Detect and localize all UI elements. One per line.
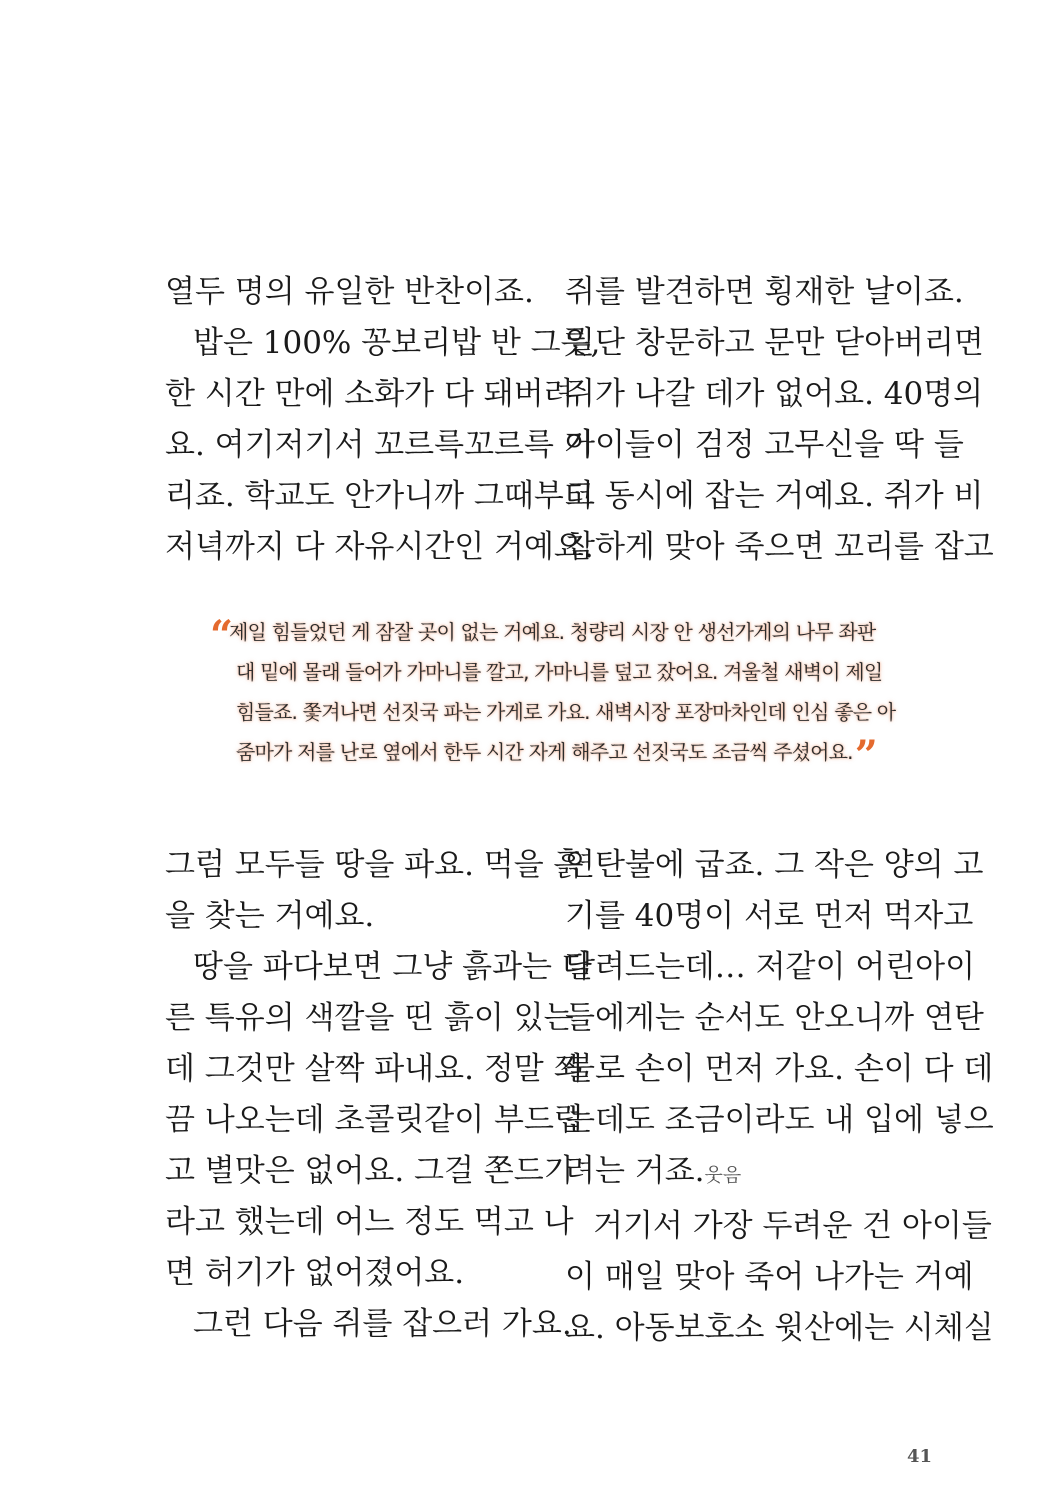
text-line-content: 려는 거죠. (565, 1153, 705, 1189)
text-line: 그럼 모두들 땅을 파요. 먹을 흙 (165, 847, 584, 883)
paragraph (165, 318, 601, 573)
page-number: 41 (907, 1446, 933, 1467)
text-line: 땅을 파다보면 그냥 흙과는 다 (193, 949, 592, 985)
text-line: 이 매일 맞아 죽어 나가는 거예 (565, 1259, 974, 1295)
paragraph (165, 942, 592, 1299)
text-line: 아이들이 검정 고무신을 딱 들 (565, 427, 964, 463)
text-line: 저녁까지 다 자유시간인 거예요. (165, 529, 594, 565)
paragraph (165, 267, 537, 318)
pull-quote (210, 612, 896, 779)
text-line: 불로 손이 먼저 가요. 손이 다 데 (565, 1051, 994, 1087)
text-line: 면 허기가 없어졌어요. (165, 1255, 465, 1291)
text-line: 쥐를 발견하면 횡재한 날이죠. (565, 274, 964, 310)
quote-line (210, 612, 876, 659)
text-line: 리죠. 학교도 안가니까 그때부터 (165, 478, 594, 514)
paragraph (565, 267, 994, 573)
text-line: 그런 다음 쥐를 잡으러 가요. (193, 1306, 572, 1342)
text-line: 끔 나오는데 초콜릿같이 부드럽 (165, 1102, 584, 1138)
text-line: 거기서 가장 두려운 건 아이들 (593, 1208, 992, 1244)
close-quote-mark: ” (854, 732, 874, 779)
open-quote-mark: “ (210, 612, 230, 659)
text-line: 열두 명의 유일한 반찬이죠. (165, 274, 534, 310)
text-line: 밥은 100% 꽁보리밥 반 그릇, (193, 325, 601, 361)
text-line: 일단 창문하고 문만 닫아버리면 (565, 325, 984, 361)
text-line: 른 특유의 색깔을 띤 흙이 있는 (165, 1000, 574, 1036)
text-line: 들에게는 순서도 안오니까 연탄 (565, 1000, 984, 1036)
paragraph (565, 1201, 994, 1354)
quote-line: 힘들죠. 쫓겨나면 선짓국 파는 가게로 가요. 새벽시장 포장마차인데 인심 좋은 아 (236, 700, 896, 724)
paragraph (565, 840, 994, 1201)
text-line: 을 찾는 거예요. (165, 898, 375, 934)
quote-line (210, 732, 874, 779)
text-line: 기를 40명이 서로 먼저 먹자고 (565, 898, 974, 934)
body-column-top-left (165, 267, 601, 573)
text-line (565, 1146, 937, 1201)
text-line: 달려드는데… 저같이 어린아이 (565, 949, 976, 985)
text-line: 데 그것만 살짝 파내요. 정말 쬐 (165, 1051, 584, 1087)
text-line: 참하게 맞아 죽으면 꼬리를 잡고 (565, 529, 994, 565)
text-line: 요. 아동보호소 윗산에는 시체실 (565, 1310, 994, 1346)
text-line: 연탄불에 굽죠. 그 작은 양의 고 (565, 847, 984, 883)
text-line: 는데도 조금이라도 내 입에 넣으 (565, 1102, 994, 1138)
text-line: 고 동시에 잡는 거예요. 쥐가 비 (565, 478, 984, 514)
body-column-bottom-left (165, 840, 592, 1350)
paragraph (165, 840, 584, 942)
text-line: 라고 했는데 어느 정도 먹고 나 (165, 1204, 574, 1240)
laugh-annotation: 웃음 (704, 1164, 742, 1186)
text-line: 고 별맛은 없어요. 그걸 쫀드기 (165, 1153, 574, 1189)
paragraph (165, 1299, 572, 1350)
quote-text: 줌마가 저를 난로 옆에서 한두 시간 자게 해주고 선짓국도 조금씩 주셨어요. (236, 740, 853, 764)
body-column-top-right (565, 267, 994, 573)
body-column-bottom-right (565, 840, 994, 1354)
text-line: 쥐가 나갈 데가 없어요. 40명의 (565, 376, 984, 412)
text-line: 한 시간 만에 소화가 다 돼버려 (165, 376, 574, 412)
text-line: 요. 여기저기서 꼬르륵꼬르륵 거 (165, 427, 594, 463)
quote-line: 대 밑에 몰래 들어가 가마니를 깔고, 가마니를 덮고 잤어요. 겨울철 새벽이 제일 (236, 660, 883, 684)
quote-text: 제일 힘들었던 게 잠잘 곳이 없는 거예요. 청량리 시장 안 생선가게의 나무 좌판 (229, 620, 876, 644)
